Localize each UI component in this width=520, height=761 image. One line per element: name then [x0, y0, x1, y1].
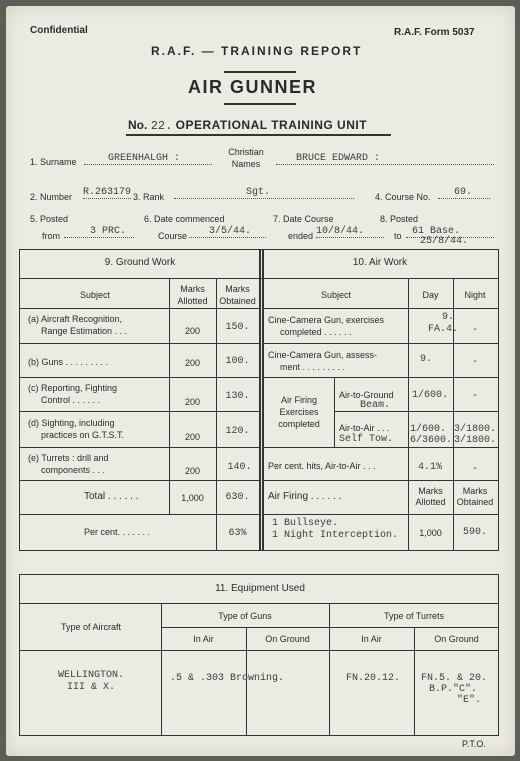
gw-allotted-header-l2: Allotted	[177, 296, 208, 306]
eq-col-1	[161, 603, 162, 736]
unit-prefix: No.	[128, 118, 148, 132]
gw-row-e-subject	[28, 452, 109, 476]
gw-total-obtained: 630.	[225, 492, 250, 503]
posted-from-value: 3 PRC.	[64, 226, 134, 238]
title-rule-bottom	[224, 103, 296, 105]
aw-marks-obtained: 590.	[462, 527, 487, 538]
christian-names-value: BRUCE EDWARD :	[276, 153, 494, 165]
gw-per-cent-label: Per cent. . . . . . .	[84, 527, 151, 537]
aw-remarks-l1: 1 Bullseye.	[272, 518, 339, 529]
aw-cine-exercises-l1: Cine-Camera Gun, exercises	[268, 315, 385, 325]
main-title: AIR GUNNER	[188, 77, 318, 97]
aw-air-to-air-night-l1: 3/1800.	[454, 424, 497, 435]
gw-row-d-allotted: 200	[184, 432, 201, 442]
gw-row-d-subject-l1: (d) Sighting, including	[28, 418, 115, 428]
air-work-heading: 10. Air Work	[352, 257, 408, 268]
gw-rule-6	[19, 480, 259, 481]
date-commenced-course-label: Course	[158, 231, 188, 241]
posted-to-to-label: to	[394, 231, 402, 241]
aw-air-firing-group-l2: Exercises	[279, 407, 319, 417]
aw-air-to-ground-day: 1/600.	[412, 390, 449, 401]
unit-number: 22.	[150, 119, 173, 133]
eq-turrets-on-ground-l3: "E".	[457, 695, 482, 706]
eq-aircraft-value	[21, 670, 161, 694]
eq-aircraft-value-l2: III & X.	[66, 682, 115, 693]
confidential-label: Confidential	[30, 25, 88, 36]
gw-row-c-subject	[28, 382, 117, 406]
aw-cine-exercises	[268, 314, 384, 338]
gw-row-d-subject	[28, 417, 124, 441]
christian-label-2: Names	[231, 159, 261, 169]
date-commenced-label: 6. Date commenced	[144, 214, 225, 224]
eq-guns-in-air-header: In Air	[193, 634, 214, 644]
eq-aircraft-value-l1: WELLINGTON.	[57, 670, 124, 681]
gw-row-a-obtained: 150.	[225, 322, 250, 333]
aw-cine-assessment-day: 9.	[420, 354, 433, 365]
gw-row-e-subject-l1: (e) Turrets : drill and	[28, 453, 109, 463]
aw-air-firing-label: Air Firing . . . . . .	[268, 491, 342, 502]
eq-type-aircraft-header: Type of Aircraft	[60, 622, 122, 632]
gw-rule-4	[19, 411, 259, 412]
rank-label: 3. Rank	[133, 192, 165, 202]
aw-air-to-air-night	[454, 424, 496, 446]
gw-total-allotted: 1,000	[181, 493, 204, 503]
surname-label: 1. Surname	[30, 157, 77, 167]
aw-air-to-ground-night: -	[473, 390, 477, 401]
eq-turrets-in-air-header: In Air	[361, 634, 382, 644]
gw-row-e-obtained: 140.	[227, 462, 252, 473]
posted-to-value: 61 Base.	[406, 226, 494, 238]
equipment-table	[19, 574, 499, 736]
aw-marks-obtained-header	[453, 486, 497, 508]
gw-row-c-allotted: 200	[184, 397, 201, 407]
eq-rule-2	[161, 627, 499, 628]
gw-row-a-subject-l1: (a) Aircraft Recognition,	[28, 314, 123, 324]
aw-air-to-ground-typed: Beam.	[360, 400, 391, 411]
aw-air-to-air-typed: Self Tow.	[339, 434, 394, 445]
gw-rule-3	[19, 377, 259, 378]
equipment-heading: 11. Equipment Used	[215, 583, 305, 594]
aw-air-firing-group-l3: completed	[278, 419, 320, 429]
aw-day-header: Day	[422, 290, 439, 300]
gw-total-label: Total . . . . . .	[84, 491, 139, 502]
gw-rule-1	[19, 308, 259, 309]
eq-turrets-on-ground-l2: B.P."C".	[429, 684, 478, 695]
aw-firing-col	[334, 377, 335, 447]
posted-to-label: 8. Posted	[380, 214, 419, 224]
aw-marks-allotted-header-l1: Marks	[418, 486, 443, 496]
ground-work-heading: 9. Ground Work	[104, 257, 176, 268]
training-report-form	[6, 6, 515, 756]
posted-from-label: from	[42, 231, 60, 241]
eq-rule-3	[19, 650, 499, 651]
aw-air-to-air-day-l1: 1/600.	[410, 424, 447, 435]
aw-col-1	[408, 278, 409, 551]
aw-rule-3	[263, 377, 499, 378]
aw-air-to-air-night-l2: 3/1800.	[454, 435, 497, 446]
aw-rule-4	[334, 411, 499, 412]
aw-air-to-ground-label: Air-to-Ground	[339, 390, 394, 400]
aw-cine-assessment-l1: Cine-Camera Gun, assess-	[268, 350, 378, 360]
surname-value: GREENHALGH :	[84, 153, 212, 165]
posted-to-date: 25/8/44.	[420, 236, 469, 247]
aw-rule-6	[263, 480, 499, 481]
report-title: R.A.F. — TRAINING REPORT	[151, 44, 363, 58]
aw-air-to-air-day-l2: 6/3600.	[410, 435, 453, 446]
eq-turrets-on-ground-l1: FN.5. & 20.	[421, 673, 488, 684]
aw-rule-7	[263, 514, 499, 515]
aw-marks-allotted: 1,000	[419, 528, 442, 538]
gw-row-a-subject	[28, 313, 127, 337]
aw-marks-obtained-header-l1: Marks	[462, 486, 488, 496]
gw-row-c-subject-l2: Control . . . . . .	[41, 395, 101, 405]
eq-guns-on-ground-header: On Ground	[265, 634, 310, 644]
number-label: 2. Number	[30, 192, 73, 202]
gw-rule-5	[19, 447, 259, 448]
gw-per-cent-value: 63%	[228, 528, 247, 539]
unit-line	[128, 118, 367, 133]
eq-turrets-in-air-value: FN.20.12.	[346, 673, 401, 684]
aw-remarks-l2: 1 Night Interception.	[272, 530, 399, 541]
posted-label: 5. Posted	[30, 214, 69, 224]
gw-row-e-subject-l2: components . . .	[41, 465, 106, 475]
aw-cine-assessment-night: -	[473, 356, 477, 367]
pto-label: P.T.O.	[462, 739, 486, 749]
gw-allotted-header-l1: Marks	[180, 284, 205, 294]
aw-night-header: Night	[464, 290, 486, 300]
gw-row-e-allotted: 200	[184, 466, 201, 476]
eq-turrets-on-ground-value	[421, 673, 487, 706]
gw-allotted-header	[169, 283, 216, 307]
gw-obtained-header-l2: Obtained	[219, 296, 256, 306]
aw-hits-night: -	[473, 463, 477, 474]
aw-cine-assessment-l2: ment . . . . . . . . .	[280, 362, 346, 372]
form-number: R.A.F. Form 5037	[394, 27, 475, 38]
gw-row-b-subject: (b) Guns . . . . . . . . .	[28, 357, 109, 367]
work-table-divider-a	[259, 249, 261, 551]
gw-row-b-obtained: 100.	[225, 356, 250, 367]
aw-marks-allotted-header-l2: Allotted	[415, 497, 446, 507]
gw-obtained-header	[216, 283, 259, 307]
aw-remarks	[272, 518, 398, 542]
gw-row-b-allotted: 200	[184, 358, 201, 368]
gw-row-c-obtained: 130.	[225, 391, 250, 402]
number-value: R.263179	[83, 187, 132, 198]
gw-row-a-allotted: 200	[184, 326, 201, 336]
date-course-value: 10/8/44.	[316, 226, 384, 238]
aw-air-to-air-label: Air-to-Air . . .	[339, 423, 390, 433]
aw-air-to-air-day	[410, 424, 452, 446]
aw-hits-day: 4.1%	[418, 462, 443, 473]
gw-col-1	[169, 278, 170, 514]
aw-marks-allotted-header	[408, 486, 453, 508]
date-course-ended-label: ended	[288, 231, 314, 241]
gw-obtained-header-l1: Marks	[225, 284, 250, 294]
eq-type-guns-header: Type of Guns	[218, 611, 272, 621]
gw-row-d-subject-l2: practices on G.T.S.T.	[41, 430, 125, 440]
aw-cine-exercises-l2: completed . . . . . .	[280, 327, 352, 337]
aw-marks-obtained-header-l2: Obtained	[456, 497, 494, 507]
rule-heading	[19, 278, 499, 279]
unit-name: OPERATIONAL TRAINING UNIT	[175, 118, 368, 132]
course-no-label: 4. Course No.	[375, 192, 431, 202]
eq-type-turrets-header: Type of Turrets	[383, 611, 445, 621]
course-no-value: 69.	[438, 187, 490, 199]
eq-rule-1	[19, 603, 499, 604]
title-rule-top	[224, 71, 296, 73]
aw-subject-header: Subject	[320, 290, 352, 300]
gw-row-d-obtained: 120.	[225, 426, 250, 437]
rank-value: Sgt.	[174, 187, 354, 199]
aw-air-firing-group-l1: Air Firing	[280, 395, 317, 405]
gw-rule-7	[19, 514, 259, 515]
gw-row-c-subject-l1: (c) Reporting, Fighting	[28, 383, 118, 393]
aw-cine-exercises-day-l2: FA.4.	[428, 324, 459, 335]
gw-row-a-subject-l2: Range Estimation . . .	[41, 326, 128, 336]
gw-rule-2	[19, 343, 259, 344]
date-commenced-value: 3/5/44.	[189, 226, 266, 238]
eq-guns-in-air-value: .5 & .303 Browning.	[170, 673, 285, 684]
aw-rule-1	[263, 308, 499, 309]
date-course-label: 7. Date Course	[273, 214, 334, 224]
christian-label-1: Christian	[228, 147, 264, 157]
eq-turrets-on-ground-header: On Ground	[434, 634, 479, 644]
aw-air-firing-group	[264, 394, 334, 430]
aw-hits-label: Per cent. hits, Air-to-Air . . .	[268, 461, 376, 471]
aw-cine-assessment	[268, 349, 377, 373]
unit-underline	[126, 134, 391, 136]
aw-rule-5	[263, 447, 499, 448]
aw-cine-exercises-night: -	[473, 324, 477, 335]
gw-subject-header: Subject	[79, 290, 111, 300]
aw-cine-exercises-day-l1: 9.	[442, 312, 455, 323]
aw-rule-2	[263, 343, 499, 344]
eq-col-2	[329, 603, 330, 736]
